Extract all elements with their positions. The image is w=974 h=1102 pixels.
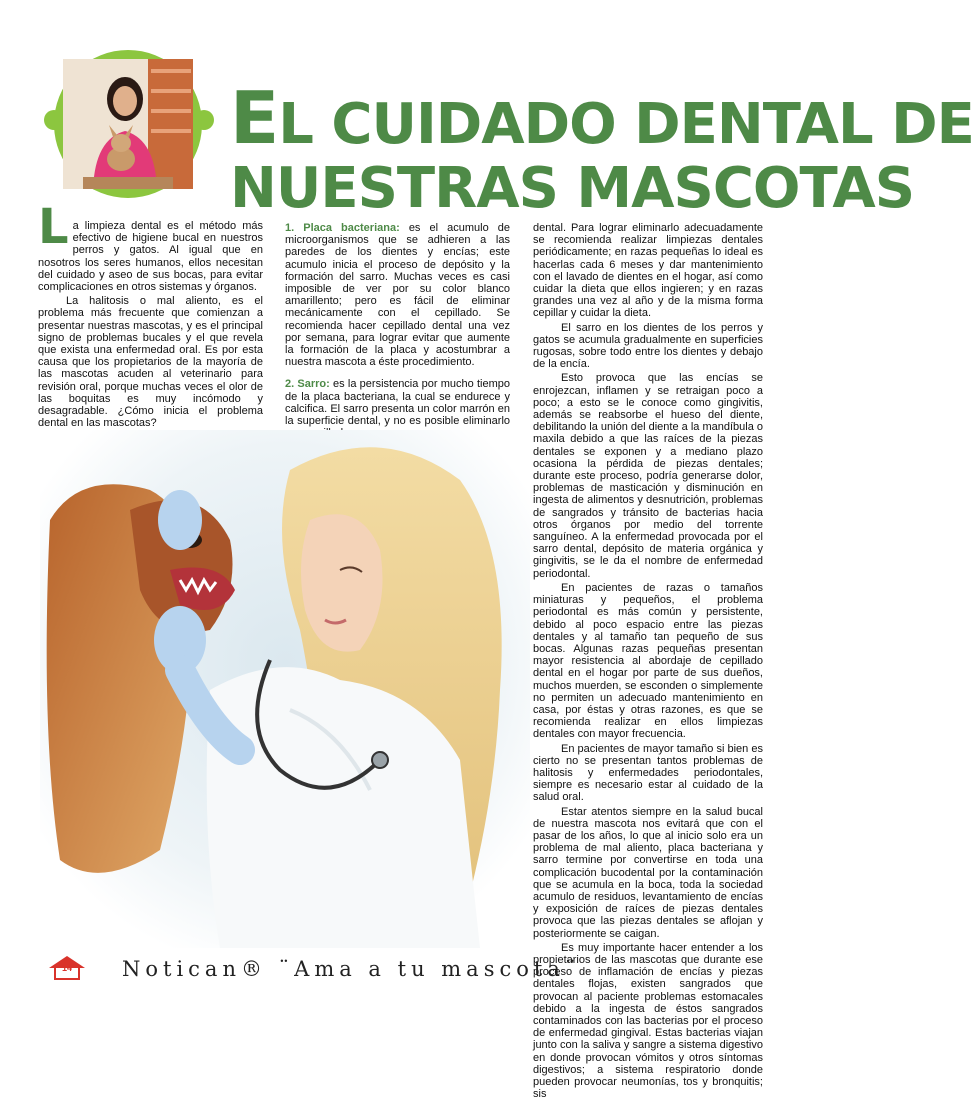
author-avatar xyxy=(44,44,216,209)
drop-cap: L xyxy=(38,199,69,255)
col3-paragraph-7: Es muy importante hacer entender a los propietarios de las mascotas que durante ese proceso de inflamación de encías y piezas dentales flojas, existen sangrados que provocan al paciente problemas estomacales debido a la ingesta de éstos sangrados contaminados con las bacterias por el proceso de enfermedad gingival. Estas bacterias viajan junto con la saliva y sangre a sistema digestivo en donde provocan vómitos y otros síntomas digestivos; a sistema respiratorio donde pueden provocar neumonías, tos y bronquitis; sis xyxy=(533,941,763,1101)
item-1-text: es el acumulo de microorganismos que se adhieren a las paredes de los dientes y encías; este acumulo inicia el proceso de depósito y la formación del sarro. Muchas veces es casi imposible de ver por su color blanco amarillento; pero es fácil de eliminar mecánicamente con el cepillado. Se recomienda hacer cepillado dental una vez por semana, para lograr evitar que aumente la formación de la placa y acostumbrar a nuestra mascota a éste procedimiento. xyxy=(285,222,510,369)
col3-paragraph-5: En pacientes de mayor tamaño si bien es cierto no se presentan tantos problemas de halitosis y enfermedades periodontales, siempre es necesario estar al cuidado de la salud oral. xyxy=(533,742,763,804)
item-2-label: 2. Sarro: xyxy=(285,378,330,391)
column-1 xyxy=(38,199,263,431)
col3-paragraph-6: Estar atentos siempre en la salud bucal de nuestra mascota nos evitará que con el pasar de los años, lo que al inicio solo era un problema de mal aliento, placa bacteriana y sarro termine por convertirse en toda una complicación bucodental por la contaminación que se acumula en la boca, toda la sociedad acumulo de residuos, levantamiento de encías y exposición de raíces de piezas dentales provoca que las piezas dentales se aflojan y posteriormente se caigan. xyxy=(533,805,763,940)
footer-tagline: Notican® ¨Ama a tu mascota¨ xyxy=(122,957,581,981)
intro-paragraph-2: La halitosis o mal aliento, es el problema más frecuente que comienzan a presentar nuestras mascotas, y es el principal signo de problemas bucales y el que revela que exista una enfermedad oral. Es por esta causa que los propietarios de la mayoría de las mascotas acuden al veterinario para revisión oral, porque muchas veces el olor de las boquitas es muy incómodo y desagradable. ¿Cómo inicia el problema dental en las mascotas? xyxy=(38,295,263,430)
col3-paragraph-1: dental. Para lograr eliminarlo adecuadamente se recomienda realizar limpiezas dentales periódicamente; en razas pequeñas lo ideal es hacerlas cada 6 meses y dar mantenimiento con el lavado de dientes en el hogar, así como cuidar la dieta que ellos ingieren; y en razas grandes una vez al año y de la misma forma cepillar y cuidar la dieta. xyxy=(533,222,763,320)
title-line-1 xyxy=(230,75,974,160)
title-initial: E xyxy=(230,75,279,160)
col3-paragraph-3: Esto provoca que las encías se enrojezcan, inflamen y se retraigan poco a poco; a esto se le conoce como gingivitis, además se reabsorbe el hueso del diente, debilitando la unión del diente a la mandíbula o maxila debido a que las raíces de la piezas dentales se exponen y a mediano plazo ocasiona la pérdida de piezas dentales; durante este proceso, podría generarse dolor, problemas de masticación y disminución en ingesta de alimentos y desnutrición, problemas de sangrados y tránsito de bacterias hacia otros órganos por medio del torrente sanguíneo. A la enfermedad provocada por el sarro dental, depósito de materia orgánica y gingivitis, se le da el nombre de enfermedad periodontal. xyxy=(533,372,763,580)
item-2-text: es la persistencia por mucho tiempo de la placa bacteriana, la cual se endurece y calcifica. El sarro presenta un color marrón en la superficie dental, y no es posible eliminarlo xyxy=(285,378,510,428)
vet-dog-illustration xyxy=(40,430,530,948)
avatar-illustration xyxy=(63,59,193,189)
item-placa-bacteriana xyxy=(285,222,510,368)
article-title xyxy=(230,75,974,221)
title-line-1-text: L CUIDADO DENTAL DE xyxy=(278,91,974,157)
title-line-2: NUESTRAS MASCOTAS xyxy=(230,155,915,221)
item-1-label: 1. Placa bacteriana: xyxy=(285,222,400,234)
col3-paragraph-4: En pacientes de razas o tamaños miniaturas y pequeños, el problema periodontal es más común y persistente, debido al poco espacio entre las piezas dentales y al tamaño tan pequeño de sus bocas. Algunas razas pequeñas presentan mayor resistencia al abordaje de cepillado dental en el hogar por parte de sus dueños, muchos muerden, se esconden o simplemente no permiten un adecuado mantenimiento en casa, por éstas y otras razones, es que se recomienda realizar en ellos limpiezas dentales con mayor frecuencia. xyxy=(533,581,763,741)
intro-paragraph-1: a limpieza dental es el método más efectivo de higiene bucal en nuestros perros y gatos. Al igual que en nosotros los seres humanos, ellos necesitan del cuidado y aseo de sus bocas, para evitar complicaciones en otros sistemas y órganos. xyxy=(38,220,263,294)
avatar-photo xyxy=(54,50,202,198)
col3-paragraph-2: El sarro en los dientes de los perros y gatos se acumula gradualmente en superficies rugosas, sobre todo entre los dientes y debajo de la encía. xyxy=(533,321,763,371)
vet-dog-photo xyxy=(40,430,530,948)
page-number: 14 xyxy=(61,963,72,973)
column-2 xyxy=(285,222,510,449)
